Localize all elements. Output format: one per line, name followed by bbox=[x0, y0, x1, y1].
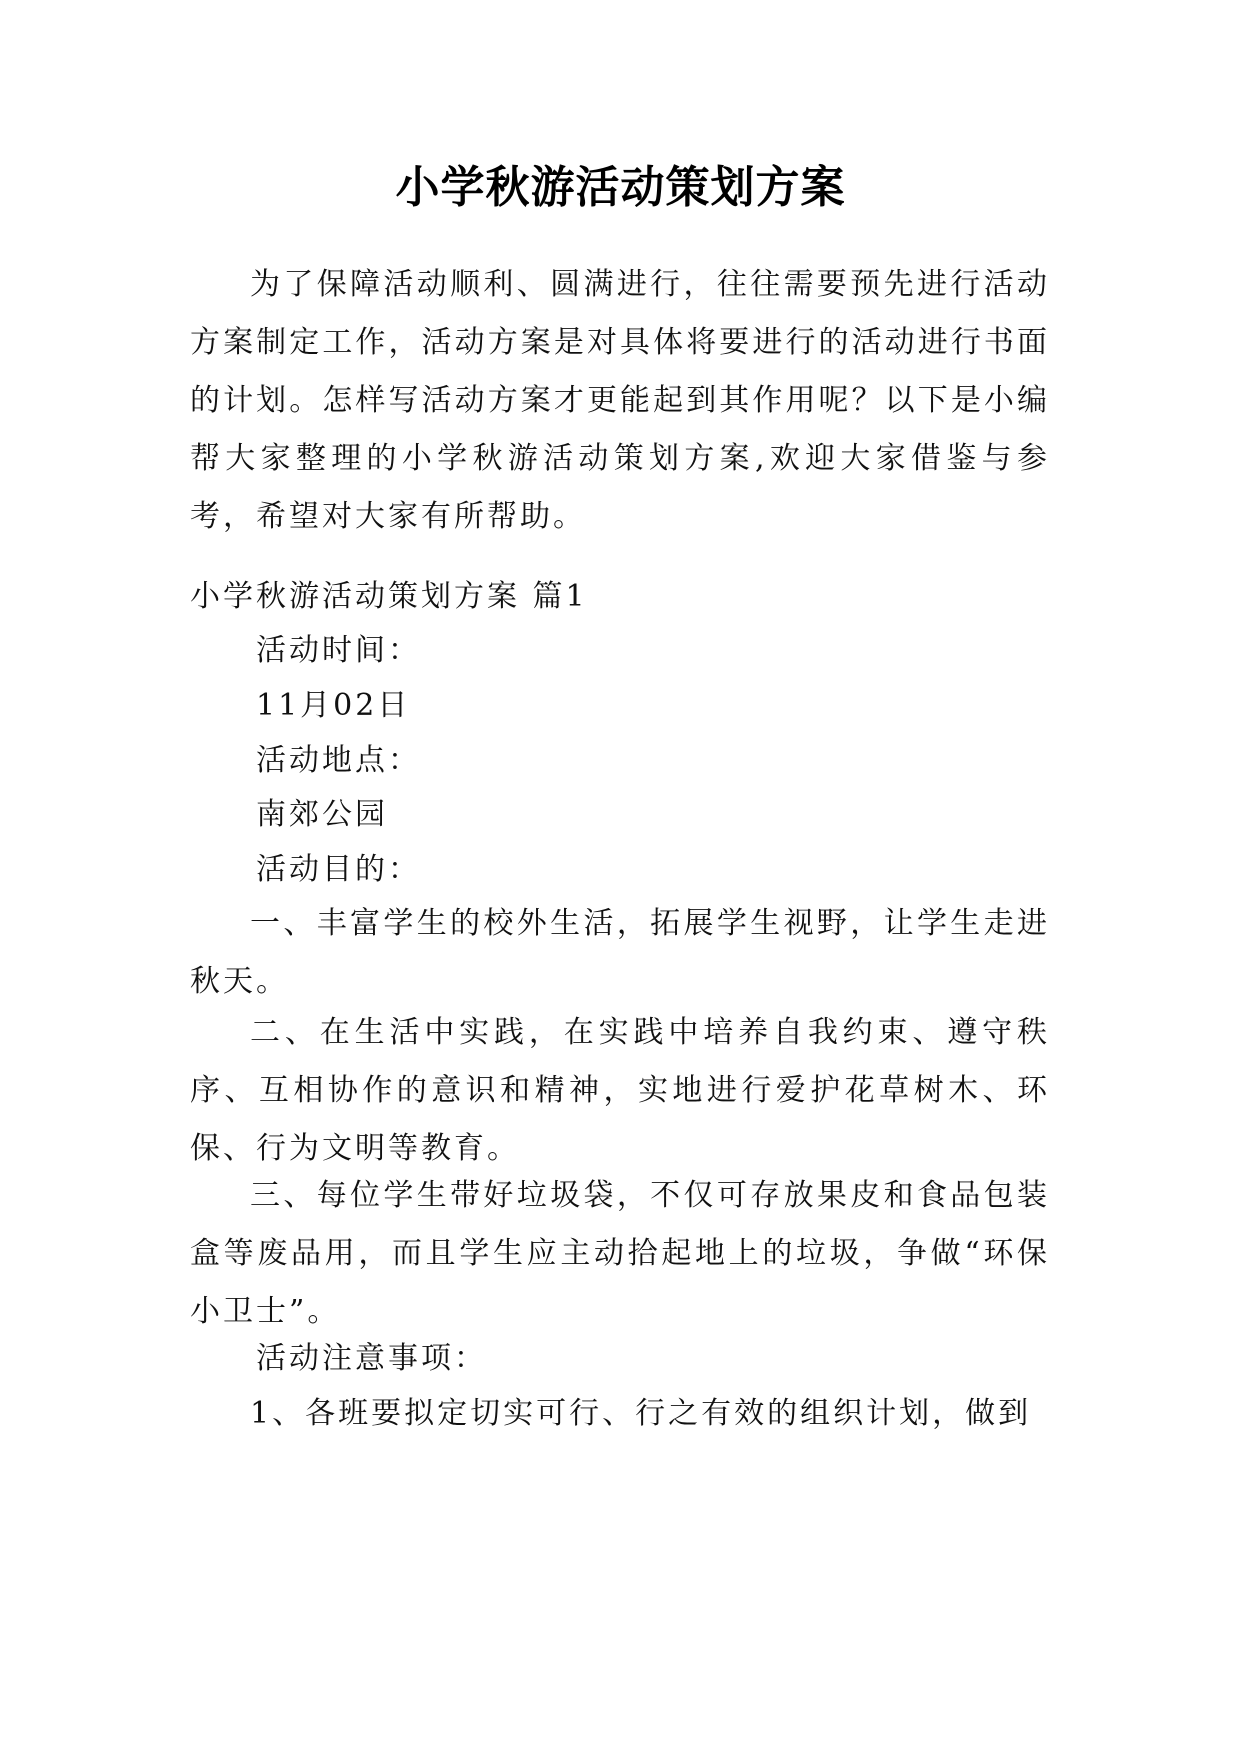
document-title: 小学秋游活动策划方案 bbox=[395, 162, 846, 213]
time-label: 活动时间： bbox=[256, 633, 421, 668]
notes-item: 1、各班要拟定切实可行、行之有效的组织计划，做到 bbox=[250, 1396, 1032, 1431]
time-value: 11月02日 bbox=[256, 688, 411, 723]
purpose-item: 二、在生活中实践，在实践中培养自我约束、遵守秩序、互相协作的意识和精神，实地进行爱护花草树木、环保、行为文明等教育。 bbox=[190, 1015, 1050, 1166]
notes-list bbox=[190, 1385, 1050, 1443]
section-heading: 小学秋游活动策划方案 篇1 bbox=[190, 579, 588, 614]
purpose-list bbox=[190, 895, 1050, 1011]
place-label: 活动地点： bbox=[256, 743, 421, 778]
notes-label: 活动注意事项： bbox=[256, 1341, 487, 1376]
place-value: 南郊公园 bbox=[256, 797, 388, 832]
purpose-label: 活动目的： bbox=[256, 852, 421, 887]
purpose-list bbox=[190, 1004, 1050, 1178]
intro-block bbox=[190, 256, 1050, 546]
purpose-item: 一、丰富学生的校外生活，拓展学生视野，让学生走进秋天。 bbox=[190, 906, 1050, 999]
purpose-item: 三、每位学生带好垃圾袋，不仅可存放果皮和食品包装盒等废品用，而且学生应主动拾起地上的垃圾，争做“环保小卫士”。 bbox=[190, 1178, 1050, 1329]
intro-paragraph: 为了保障活动顺利、圆满进行，往往需要预先进行活动方案制定工作，活动方案是对具体将要进行的活动进行书面的计划。怎样写活动方案才更能起到其作用呢？以下是小编帮大家整理的小学秋游活动策划方案,欢迎大家借鉴与参考，希望对大家有所帮助。 bbox=[190, 267, 1050, 534]
purpose-list bbox=[190, 1167, 1050, 1341]
